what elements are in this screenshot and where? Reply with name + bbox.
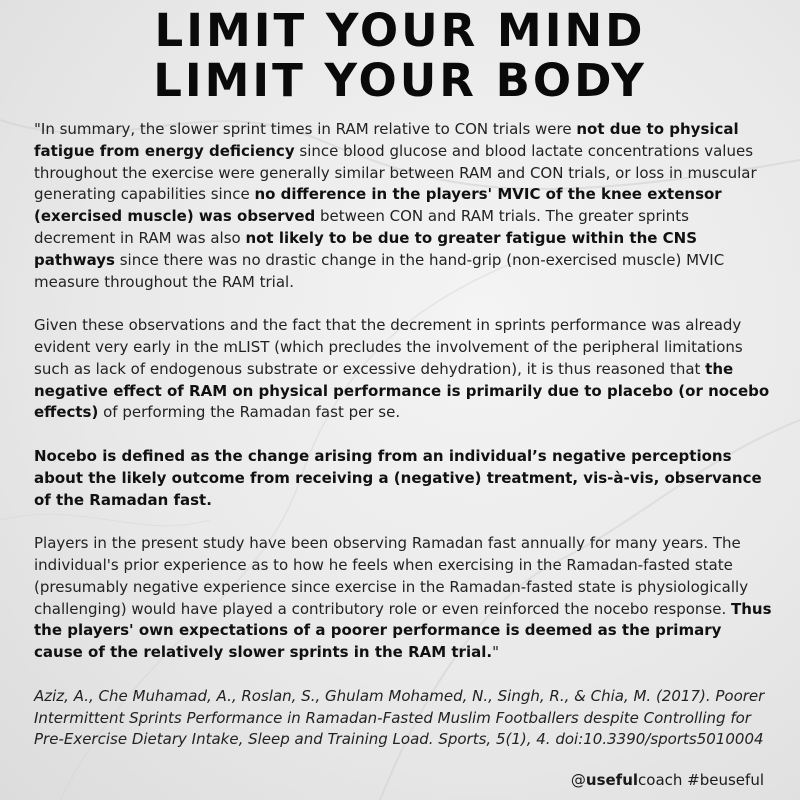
quote-paragraph-3 bbox=[34, 446, 772, 511]
nocebo-definition: Nocebo is defined as the change arising from an individual’s negative perceptions about the likely outcome from receiving a (negative) treatment, vis-à-vis, observance of the Ramadan fast. bbox=[34, 446, 762, 509]
emphasis-text: not likely to be due to greater fatigue within the CNS pathways bbox=[34, 228, 698, 269]
quote-paragraph-1: "In summary, the slower sprint times in RAM relative to CON trials were not due to physical fatigue from energy deficiency since blood glucose and blood lactate concentrations values throughout the exercise were generally similar between RAM and CON trials, or loss in muscular generating capabilities since no difference in the players' MVIC of the knee extensor (exercised muscle) was observed between CON and RAM trials. The greater sprints decrement in RAM was also not likely to be due to greater fatigue within the CNS pathways since there was no drastic change in the hand-grip (non-exercised muscle) MVIC measure throughout the RAM trial. bbox=[34, 120, 757, 291]
quote-paragraph-4: Players in the present study have been observing Ramadan fast annually for many years. The individual's prior experience as to how he feels when exercising in the Ramadan-fasted state (presumably negative experience since exercise in the Ramadan-fasted state is physiologically challenging) would have played a contributory role or even reinforced the nocebo response. Thus the players' own expectations of a poorer performance is deemed as the primary cause of the relatively slower sprints in the RAM trial." bbox=[34, 534, 772, 662]
title-line-1: LIMIT YOUR MIND bbox=[154, 4, 646, 57]
emphasis-text: Thus the players' own expectations of a poorer performance is deemed as the primary cause of the relatively slower sprints in the RAM trial. bbox=[34, 599, 772, 662]
quote-body bbox=[34, 119, 772, 773]
quote-paragraph-2: Given these observations and the fact that the decrement in sprints performance was already evident very early in the mLIST (which precludes the involvement of the peripheral limitations such as lack of endogenous substrate or excessive dehydration), it is thus reasoned that the negative effect of RAM on physical performance is primarily due to placebo (or nocebo effects) of performing the Ramadan fast per se. bbox=[34, 316, 770, 422]
emphasis-text: not due to physical fatigue from energy deficiency bbox=[34, 120, 739, 160]
citation: Aziz, A., Che Muhamad, A., Roslan, S., Ghulam Mohamed, N., Singh, R., & Chia, M. (2017). Poorer Intermittent Sprints Performance in Ramadan-Fasted Muslim Footballers despite Controlling for Pre-Exercise Dietary Intake, Sleep and Training Load. Sports, 5(1), 4. doi:10.3390/sports5010004 bbox=[34, 686, 765, 749]
poster-title bbox=[0, 6, 800, 106]
title-line-2: LIMIT YOUR BODY bbox=[153, 54, 647, 107]
social-handle: @usefulcoach #beuseful bbox=[570, 771, 764, 789]
emphasis-text: the negative effect of RAM on physical performance is primarily due to placebo (or nocebo effects) bbox=[34, 359, 770, 422]
brand-name: useful bbox=[585, 771, 639, 789]
emphasis-text: no difference in the players' MVIC of the knee extensor (exercised muscle) was observed bbox=[34, 185, 722, 226]
